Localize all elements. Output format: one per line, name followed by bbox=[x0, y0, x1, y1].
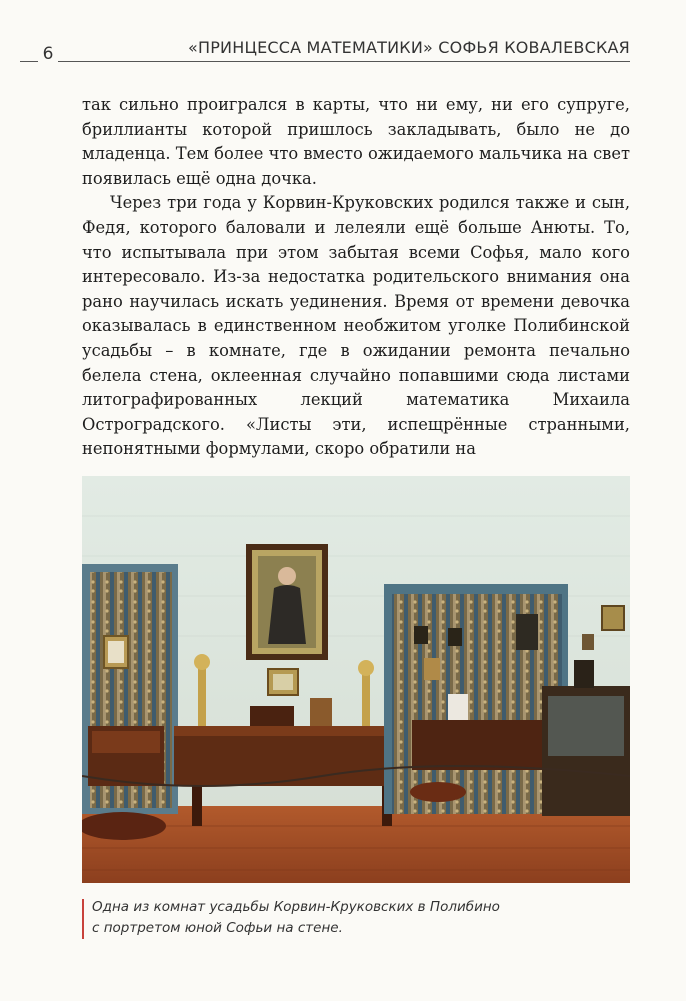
header-rule bbox=[20, 61, 630, 62]
page-header bbox=[0, 0, 686, 80]
caption-accent-bar bbox=[82, 899, 84, 939]
body-text bbox=[82, 93, 630, 462]
caption-line: с портретом юной Софьи на стене. bbox=[92, 920, 343, 936]
paragraph: так сильно проигрался в карты, что ни ему, ни его супруге, бриллианты которой пришлось закладывать, было не до младенца. Тем более что вместо ожидаемого мальчика на свет появилась ещё одна дочка. bbox=[82, 95, 630, 188]
page-number: 6 bbox=[38, 44, 58, 64]
paragraph: Через три года у Корвин-Круковских родился также и сын, Федя, которого баловали и лелеяли ещё больше Анюты. То, что испытывала при этом забытая всеми Софья, мало кого интересовало. Из-за недостатка родительского внимания она рано научилась искать уединения. Время от времени девочка оказывалась в единственном необжитом уголке Полибинской усадьбы – в комнате, где в ожидании ремонта печально белела стена, оклеенная случайно попавшими сюда листами литографированных лекций математика Михаила Остроградского. «Листы эти, испещрённые странными, непонятными формулами, скоро обратили на bbox=[82, 193, 630, 459]
figure-caption bbox=[92, 897, 612, 939]
caption-line: Одна из комнат усадьбы Корвин-Круковских в Полибино bbox=[92, 899, 500, 915]
room-photo bbox=[82, 476, 630, 883]
running-title: «ПРИНЦЕССА МАТЕМАТИКИ» СОФЬЯ КОВАЛЕВСКАЯ bbox=[187, 38, 630, 57]
